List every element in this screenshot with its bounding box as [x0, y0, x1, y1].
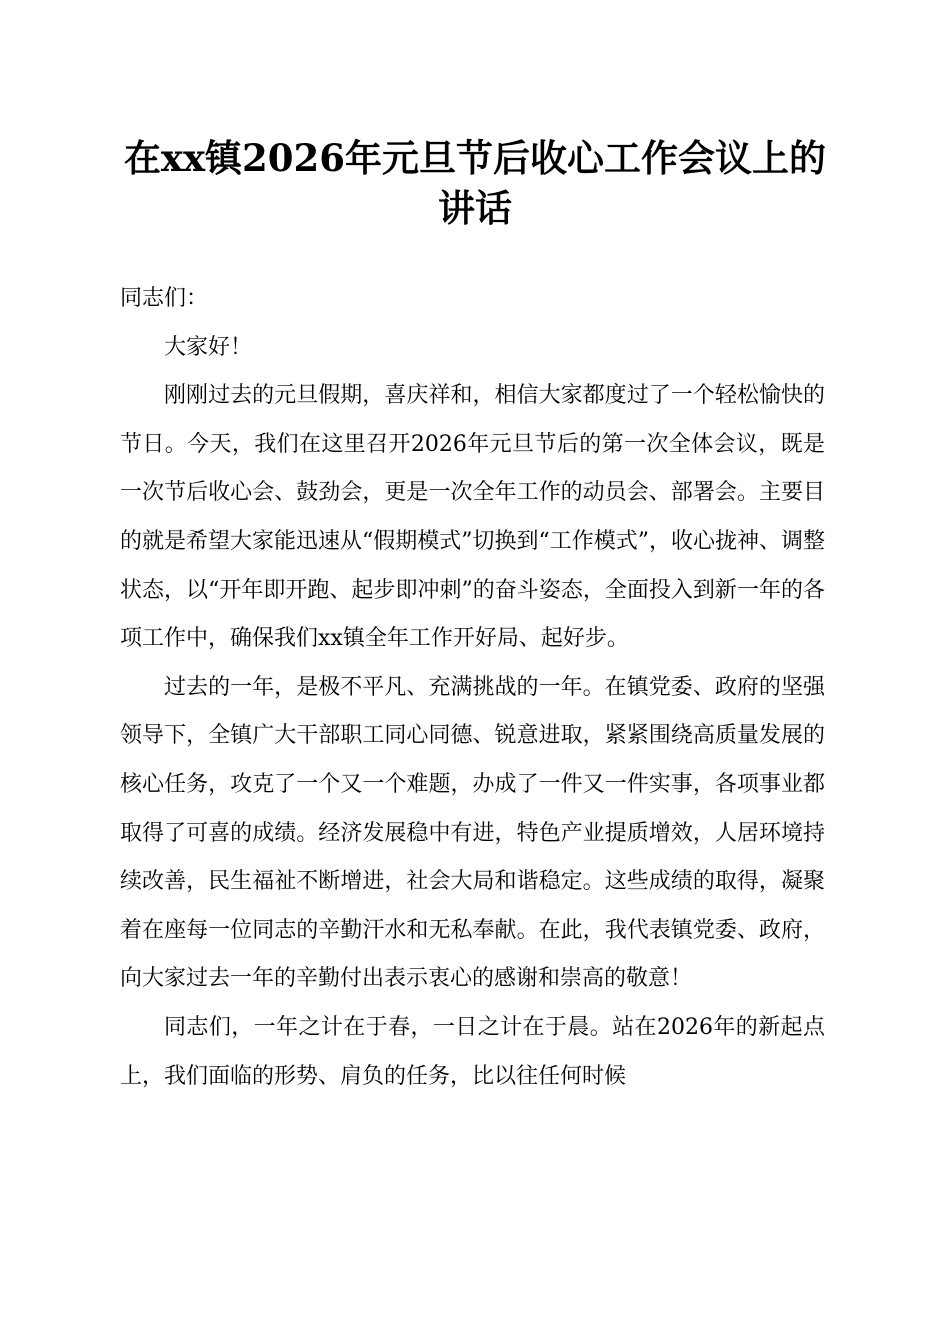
salutation: 同志们： — [120, 286, 209, 311]
paragraph-outlook: 同志们，一年之计在于春，一日之计在于晨。站在2026年的新起点上，我们面临的形势、肩负的任务，比以往任何时候 — [120, 1014, 825, 1089]
paragraph-greeting: 大家好！ — [164, 334, 253, 360]
paragraph-review: 过去的一年，是极不平凡、充满挑战的一年。在镇党委、政府的坚强领导下，全镇广大干部职工同心同德、锐意进取，紧紧围绕高质量发展的核心任务，攻克了一个又一个难题，办成了一件又一件实事，各项事业都取得了可喜的成绩。经济发展稳中有进，特色产业提质增效，人居环境持续改善，民生福祉不断增进，社会大局和谐稳定。这些成绩的取得，凝聚着在座每一位同志的辛勤汗水和无私奉献。在此，我代表镇党委、政府，向大家过去一年的辛勤付出表示衷心的感谢和崇高的敬意！ — [120, 674, 825, 992]
document-title: 在xx镇2026年元旦节后收心工作会议上的讲话 — [123, 136, 827, 230]
paragraph-intro: 刚刚过去的元旦假期，喜庆祥和，相信大家都度过了一个轻松愉快的节日。今天，我们在这里召开2026年元旦节后的第一次全体会议，既是一次节后收心会、鼓劲会，更是一次全年工作的动员会、部署会。主要目的就是希望大家能迅速从“假期模式”切换到“工作模式”，收心拢神、调整状态，以“开年即开跑、起步即冲刺”的奋斗姿态，全面投入到新一年的各项工作中，确保我们xx镇全年工作开好局、起好步。 — [120, 383, 825, 652]
document-body — [120, 275, 825, 1101]
